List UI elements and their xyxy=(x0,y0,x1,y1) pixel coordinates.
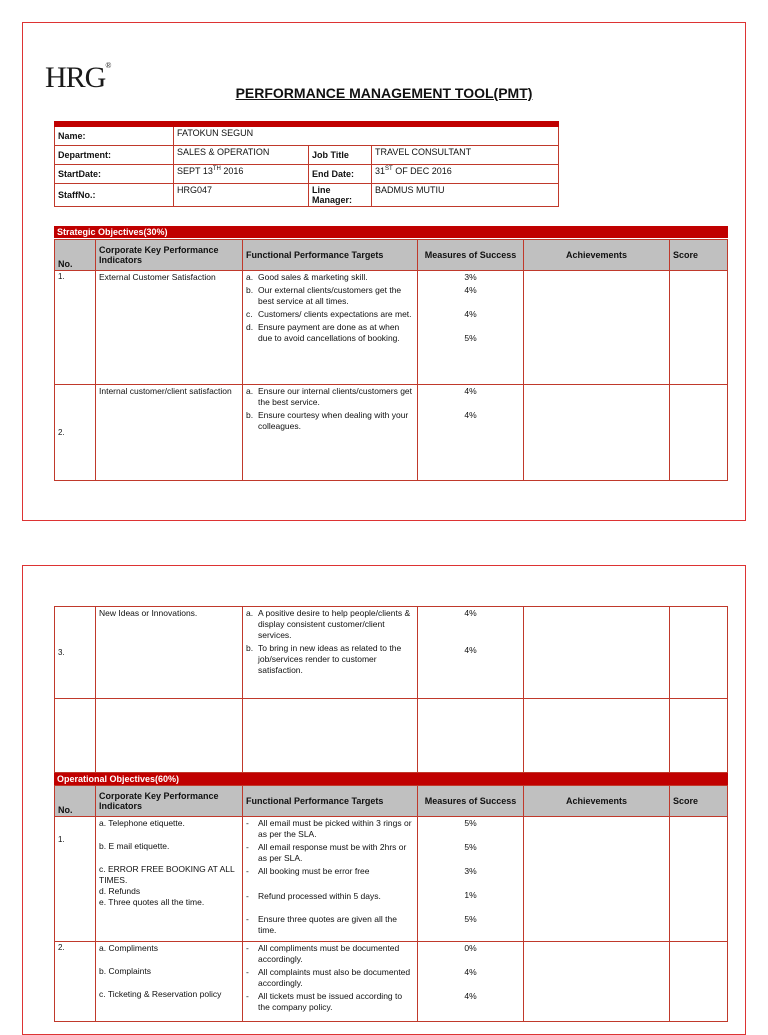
col-score-header: Score xyxy=(670,786,728,817)
score-cell[interactable] xyxy=(670,607,728,699)
table-row xyxy=(55,817,728,942)
score-cell[interactable] xyxy=(670,385,728,481)
col-score-header: Score xyxy=(670,240,728,271)
col-ach-header: Achievements xyxy=(524,786,670,817)
score-cell[interactable] xyxy=(670,942,728,1022)
kpi-item: a. Compliments xyxy=(99,943,159,953)
kpi-item: c. Ticketing & Reservation policy xyxy=(99,989,222,999)
measure-value: 5% xyxy=(464,914,477,924)
score-cell[interactable] xyxy=(670,271,728,385)
row-number: 2. xyxy=(55,385,96,481)
start-date-label: StartDate: xyxy=(55,165,174,184)
target-item: - All email must be picked within 3 rings or as per the SLA. xyxy=(246,818,412,839)
measure-value: 4% xyxy=(464,386,477,396)
col-fpt-header: Functional Performance Targets xyxy=(243,240,418,271)
col-kpi-header: Corporate Key Performance Indicators xyxy=(96,240,243,271)
target-item: b. Our external clients/customers get the best service at all times. xyxy=(246,285,402,306)
measure-value: 4% xyxy=(464,645,477,655)
measure-value: 3% xyxy=(464,866,477,876)
kpi-text: Internal customer/client satisfaction xyxy=(99,386,232,396)
col-mos-header: Measures of Success xyxy=(418,240,524,271)
start-date-value: SEPT 13TH 2016 xyxy=(174,165,309,184)
measure-value: 0% xyxy=(464,943,477,953)
name-label: Name: xyxy=(55,124,174,146)
name-value: FATOKUN SEGUN xyxy=(174,124,559,146)
achievement-cell[interactable] xyxy=(524,699,670,773)
target-item: - All email response must be with 2hrs or as per SLA. xyxy=(246,842,407,863)
operational-objectives-table xyxy=(54,785,728,1022)
department-label: Department: xyxy=(55,146,174,165)
row-number: 1. xyxy=(55,817,96,942)
achievement-cell[interactable] xyxy=(524,607,670,699)
row-number: 2. xyxy=(55,942,96,1022)
measure-value: 4% xyxy=(464,608,477,618)
score-cell[interactable] xyxy=(670,817,728,942)
table-row xyxy=(55,607,728,699)
col-no-header: No. xyxy=(55,240,96,271)
score-cell[interactable] xyxy=(670,699,728,773)
target-item: a. Good sales & marketing skill. xyxy=(246,272,368,282)
measure-value: 4% xyxy=(464,967,477,977)
target-item: c. Customers/ clients expectations are met. xyxy=(246,309,412,319)
target-item: a. Ensure our internal clients/customers get the best service. xyxy=(246,386,413,407)
end-date-label: End Date: xyxy=(309,165,372,184)
col-fpt-header: Functional Performance Targets xyxy=(243,786,418,817)
target-item: - All complaints must also be documented accordingly. xyxy=(246,967,411,988)
strategic-objectives-continued-table xyxy=(54,606,728,773)
kpi-item: d. Refunds xyxy=(99,886,141,896)
measure-value: 5% xyxy=(464,333,477,343)
target-item: b. To bring in new ideas as related to the job/services render to customer satisfaction. xyxy=(246,643,402,675)
target-item: a. A positive desire to help people/clients & display consistent customer/client services. xyxy=(246,608,411,640)
measure-value: 4% xyxy=(464,991,477,1001)
kpi-item: a. Telephone etiquette. xyxy=(99,818,185,828)
kpi-text: New Ideas or Innovations. xyxy=(99,608,198,618)
measure-value: 3% xyxy=(464,272,477,282)
line-manager-value: BADMUS MUTIU xyxy=(372,184,559,207)
col-no-header: No. xyxy=(55,786,96,817)
target-item: - Ensure three quotes are given all the time. xyxy=(246,914,397,935)
measure-value: 4% xyxy=(464,410,477,420)
document-page-2 xyxy=(22,565,746,1035)
target-item: - All compliments must be documented accordingly. xyxy=(246,943,400,964)
staff-no-value: HRG047 xyxy=(174,184,309,207)
measure-value: 5% xyxy=(464,818,477,828)
line-manager-label: Line Manager: xyxy=(309,184,372,207)
col-kpi-header: Corporate Key Performance Indicators xyxy=(96,786,243,817)
operational-objectives-header: Operational Objectives(60%) xyxy=(54,773,728,785)
job-title-value: TRAVEL CONSULTANT xyxy=(372,146,559,165)
kpi-item: b. Complaints xyxy=(99,966,151,976)
measure-value: 4% xyxy=(464,285,477,295)
employee-info-table xyxy=(54,121,559,207)
measure-value: 1% xyxy=(464,890,477,900)
document-page-1 xyxy=(22,22,746,521)
end-date-value: 31ST OF DEC 2016 xyxy=(372,165,559,184)
hrg-logo: HRG® xyxy=(45,61,112,94)
row-number: 1. xyxy=(55,271,96,385)
achievement-cell[interactable] xyxy=(524,271,670,385)
target-item: d. Ensure payment are done as at when due to avoid cancellations of booking. xyxy=(246,322,400,343)
table-row xyxy=(55,385,728,481)
achievement-cell[interactable] xyxy=(524,942,670,1022)
target-item: - All tickets must be issued according to the company policy. xyxy=(246,991,403,1012)
kpi-item: e. Three quotes all the time. xyxy=(99,897,205,907)
kpi-item: b. E mail etiquette. xyxy=(99,841,170,851)
achievement-cell[interactable] xyxy=(524,385,670,481)
strategic-objectives-header: Strategic Objectives(30%) xyxy=(54,226,728,238)
table-row xyxy=(55,942,728,1022)
table-row xyxy=(55,271,728,385)
target-item: - All booking must be error free xyxy=(246,866,370,876)
job-title-label: Job Title xyxy=(309,146,372,165)
department-value: SALES & OPERATION xyxy=(174,146,309,165)
row-number: 3. xyxy=(55,607,96,699)
kpi-item: c. ERROR FREE BOOKING AT ALL TIMES. xyxy=(99,864,235,885)
kpi-text: External Customer Satisfaction xyxy=(99,272,216,282)
target-item: b. Ensure courtesy when dealing with your colleagues. xyxy=(246,410,409,431)
col-ach-header: Achievements xyxy=(524,240,670,271)
measure-value: 5% xyxy=(464,842,477,852)
strategic-objectives-table xyxy=(54,239,728,481)
document-title: PERFORMANCE MANAGEMENT TOOL(PMT) xyxy=(235,85,533,101)
table-row xyxy=(55,699,728,773)
measure-value: 4% xyxy=(464,309,477,319)
target-item: - Refund processed within 5 days. xyxy=(246,891,381,901)
col-mos-header: Measures of Success xyxy=(418,786,524,817)
achievement-cell[interactable] xyxy=(524,817,670,942)
staff-no-label: StaffNo.: xyxy=(55,184,174,207)
